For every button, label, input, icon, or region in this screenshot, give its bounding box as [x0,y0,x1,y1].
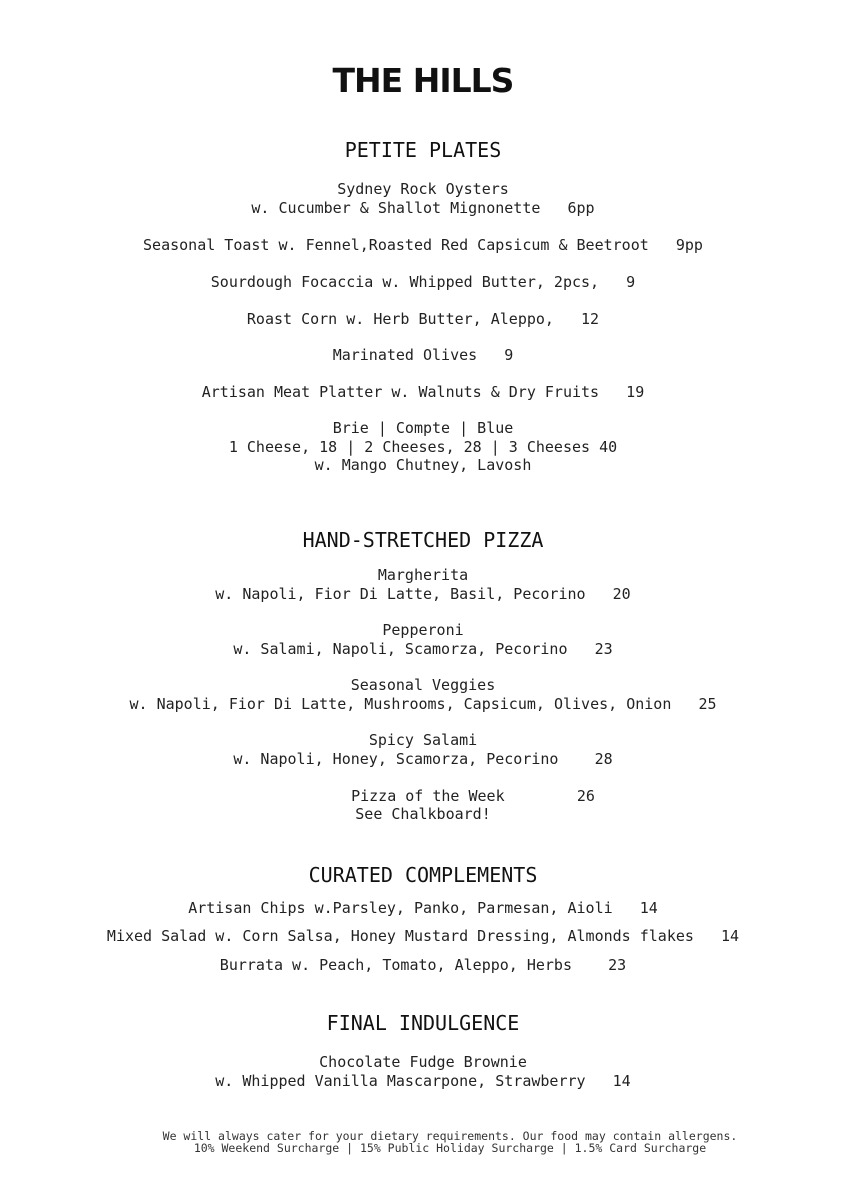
restaurant-logo: THE HILLS [332,61,514,100]
menu-item: Burrata w. Peach, Tomato, Aleppo, Herbs 23 [219,956,627,974]
menu-item: Seasonal Toast w. Fennel,Roasted Red Capsicum & Beetroot 9pp [143,236,703,254]
menu-item-name: Margherita [377,566,469,584]
menu-item-desc: w. Salami, Napoli, Scamorza, Pecorino 23 [233,640,613,658]
menu-item-desc: w. Whipped Vanilla Mascarpone, Strawberry 14 [215,1072,631,1090]
menu-item-name: Pepperoni [382,621,464,639]
menu-item-name: Chocolate Fudge Brownie [319,1053,527,1071]
menu-item-name: Sydney Rock Oysters [337,180,509,198]
menu-item: Marinated Olives 9 [332,346,514,364]
menu-item: Roast Corn w. Herb Butter, Aleppo, 12 [246,310,600,328]
menu-item-name: Brie | Compte | Blue [332,419,514,437]
menu-item: Artisan Meat Platter w. Walnuts & Dry Fruits 19 [201,383,645,401]
menu-item-desc: 1 Cheese, 18 | 2 Cheeses, 28 | 3 Cheeses 40 [228,438,618,456]
footer-allergen-note: We will always cater for your dietary requirements. Our food may contain allergens. [162,1129,738,1143]
menu-item: Artisan Chips w.Parsley, Panko, Parmesan, Aioli 14 [188,899,658,917]
menu-item-desc: w. Napoli, Fior Di Latte, Basil, Pecorino 20 [215,585,631,603]
menu-item-desc: See Chalkboard! [355,805,491,823]
section-title-pizza: HAND-STRETCHED PIZZA [302,528,544,552]
menu-item: Sourdough Focaccia w. Whipped Butter, 2pcs, 9 [210,273,636,291]
menu-item-desc: w. Cucumber & Shallot Mignonette 6pp [251,199,595,217]
menu-item-name: Spicy Salami [368,731,478,749]
menu-item-name: Seasonal Veggies [350,676,496,694]
section-title-complements: CURATED COMPLEMENTS [308,863,538,887]
footer-surcharges: 10% Weekend Surcharge | 15% Public Holiday Surcharge | 1.5% Card Surcharge [193,1141,707,1155]
section-title-petite-plates: PETITE PLATES [344,138,502,162]
section-title-dessert: FINAL INDULGENCE [326,1011,520,1035]
menu-item: Mixed Salad w. Corn Salsa, Honey Mustard Dressing, Almonds flakes 14 [106,927,740,945]
menu-item-desc: w. Mango Chutney, Lavosh [314,456,532,474]
menu-item-name: Pizza of the Week 26 [351,787,595,805]
menu-item-desc: w. Napoli, Honey, Scamorza, Pecorino 28 [233,750,613,768]
menu-item-desc: w. Napoli, Fior Di Latte, Mushrooms, Capsicum, Olives, Onion 25 [129,695,717,713]
